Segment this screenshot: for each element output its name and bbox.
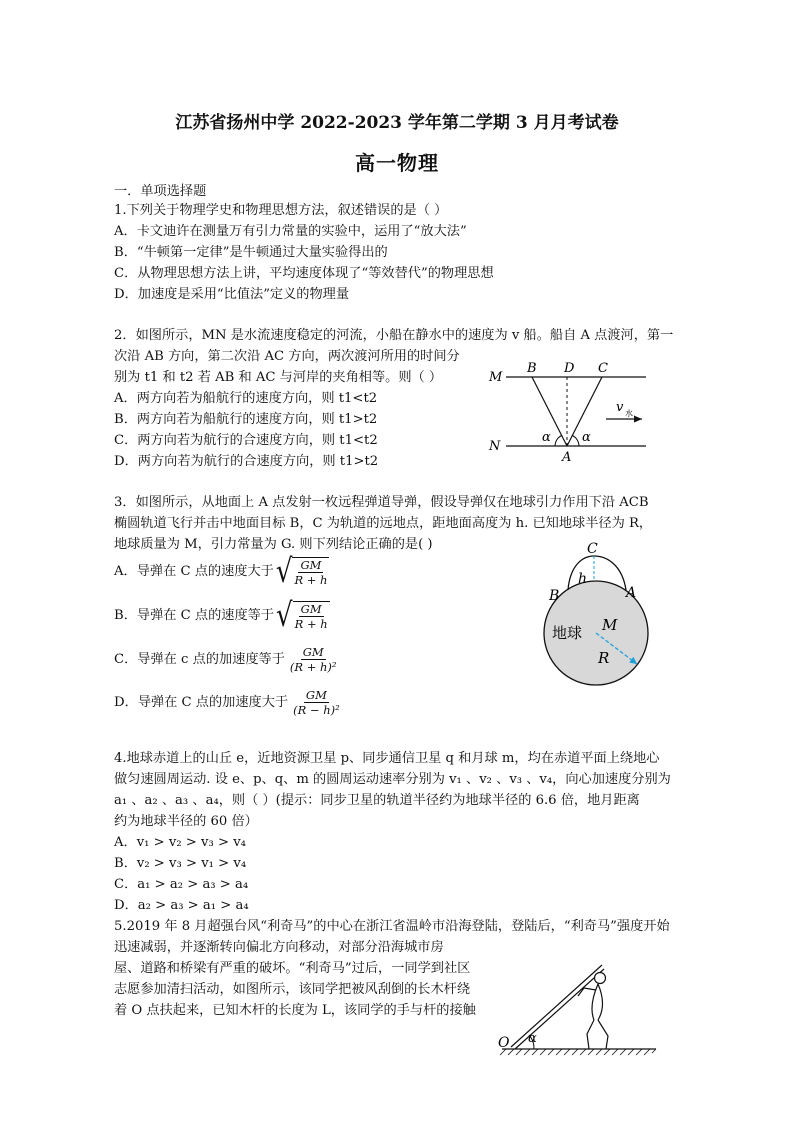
earth-orbit-figure [540, 538, 660, 698]
q4-option-b: B．v₂ > v₃ > v₁ > v₄ [114, 856, 247, 871]
q3-option-b [114, 597, 330, 635]
person-body-back [598, 984, 603, 1020]
q5-stem-line5: 着 O 点扶起来，已知木杆的长度为 L，该同学的手与杆的接触 [114, 1003, 476, 1018]
person-leg-front [587, 1020, 594, 1049]
exam-title: 江苏省扬州中学 2022-2023 学年第二学期 3 月月考试卷 [175, 113, 619, 133]
q4-stem-line4: 约为地球半径的 60 倍） [114, 814, 258, 829]
q3-option-d [114, 688, 342, 717]
q5-stem-line3: 屋、道路和桥梁有严重的破坏。“利奇马”过后，一同学到社区 [114, 961, 471, 976]
q2-stem-line2: 次沿 AB 方向，第二次沿 AC 方向，两次渡河所用的时间分 [114, 349, 460, 364]
q2-stem-line3: 别为 t1 和 t2 若 AB 和 AC 与河岸的夹角相等。则（ ） [114, 370, 443, 385]
q2-option-c: C．两方向若为航行的合速度方向，则 t1<t2 [114, 433, 378, 448]
q5-stem-line4: 志愿参加清扫活动，如图所示，该同学把被风刮倒的长木杆绕 [114, 982, 471, 997]
q4-option-a: A．v₁ > v₂ > v₃ > v₄ [114, 835, 246, 850]
q1-stem: 1.下列关于物理学史和物理思想方法，叙述错误的是（ ） [114, 203, 448, 218]
label-b: B [549, 588, 560, 604]
fraction-denominator: R + h [294, 617, 328, 631]
fraction-numerator: GM [300, 558, 322, 572]
sqrt-expression: √ $\frac{GM}{R + h}$ [276, 597, 328, 635]
label-v-sub: 水 [625, 409, 633, 418]
q2-stem-line1: 2．如图所示，MN 是水流速度稳定的河流，小船在静水中的速度为 v 船。船自 A 点渡河，第一 [114, 328, 674, 343]
ground-hatching [500, 1049, 656, 1055]
q3-stem-line1: 3．如图所示，从地面上 A 点发射一枚远程弹道导弹，假设导弹仅在地球引力作用下沿 ACB [114, 495, 649, 510]
label-a: A [562, 450, 572, 465]
label-alpha-right: α [582, 430, 591, 445]
q1-option-c: C．从物理思想方法上讲，平均速度体现了“等效替代”的物理思想 [114, 266, 494, 281]
angle-right-arc [573, 436, 580, 447]
label-alpha: α [528, 1031, 537, 1046]
q3-option-c-text: C．导弹在 c 点的加速度等于 [114, 651, 285, 667]
q4-option-c: C．a₁ > a₂ > a₃ > a₄ [114, 877, 249, 892]
pole-upper-edge [511, 965, 602, 1047]
label-h: h [578, 571, 588, 587]
person-head [595, 973, 606, 984]
sqrt-expression: √ $\frac{GM}{R + h}$ [275, 553, 328, 591]
q3-option-c [114, 645, 339, 674]
q4-option-d: D．a₂ > a₃ > a₁ > a₄ [114, 898, 249, 913]
q4-stem-line3: a₁ 、a₂ 、a₃ 、a₄，则（ ）(提示：同步卫星的轨道半径约为地球半径的 6.6 倍，地月距离 [114, 793, 640, 808]
label-m: M [602, 616, 618, 634]
label-v: v [616, 400, 624, 415]
q3-stem-line3: 地球质量为 M，引力常量为 G. 则下列结论正确的是( ) [114, 537, 433, 552]
q5-stem-line2: 迅速减弱，并逐渐转向偏北方向移动，对部分沿海城市房 [114, 940, 444, 955]
label-a: A [626, 585, 637, 601]
q4-stem-line1: 4.地球赤道上的山丘 e，近地资源卫星 p、同步通信卫星 q 和月球 m，均在赤道平面上绕地心 [114, 751, 660, 766]
q3-option-a [114, 553, 329, 591]
pole-lifting-figure [494, 958, 662, 1058]
water-velocity-arrowhead [634, 416, 642, 423]
river-crossing-figure [484, 356, 654, 466]
fraction-numerator: GM [300, 602, 322, 616]
fraction-denominator: (R − h)² [293, 703, 340, 717]
label-earth: 地球 [552, 624, 583, 642]
fraction-expression [288, 645, 339, 674]
fraction-denominator: R + h [294, 573, 328, 587]
label-m: M [489, 370, 503, 385]
label-n: N [489, 439, 501, 454]
angle-left-arc [555, 436, 562, 447]
q2-option-d: D．两方向若为航行的合速度方向，则 t1>t2 [114, 454, 379, 469]
q4-stem-line2: 做匀速圆周运动. 设 e、p、q、m 的圆周运动速率分别为 v₁ 、v₂ 、v₃ 、v₄，向心加速度分别为 [114, 772, 671, 787]
fraction-denominator: (R + h)² [289, 660, 337, 674]
q2-option-a: A．两方向若为船航行的速度方向，则 t1<t2 [114, 391, 378, 406]
label-r: R [598, 649, 610, 667]
q3-stem-line2: 椭圆轨道飞行并击中地面目标 B，C 为轨道的远地点，距地面高度为 h. 已知地球半径为 R， [114, 516, 653, 531]
label-o: O [498, 1035, 510, 1051]
q3-option-a-text: A．导弹在 C 点的速度大于 [114, 564, 274, 579]
q3-option-b-text: B．导弹在 C 点的速度等于 [114, 608, 275, 623]
fraction-expression [291, 688, 342, 717]
label-b: B [527, 361, 537, 376]
fraction-numerator: GM [302, 645, 324, 659]
fraction-numerator: GM [305, 688, 327, 702]
q1-option-b: B．“牛顿第一定律”是牛顿通过大量实验得出的 [114, 245, 388, 260]
q1-option-a: A．卡文迪许在测量万有引力常量的实验中，运用了“放大法” [114, 224, 467, 239]
q5-stem-line1: 5.2019 年 8 月超强台风“利奇马”的中心在浙江省温岭市沿海登陆，登陆后，“利奇马”强度开始 [114, 919, 670, 934]
label-d: D [564, 361, 575, 376]
q1-option-d: D．加速度是采用“比值法”定义的物理量 [114, 287, 350, 302]
q3-option-d-text: D．导弹在 C 点的加速度大于 [114, 694, 289, 710]
q2-option-b: B．两方向若为船航行的速度方向，则 t1>t2 [114, 412, 378, 427]
section-label: 一．单项选择题 [114, 184, 207, 199]
label-alpha-left: α [542, 430, 551, 445]
label-c: C [587, 541, 598, 557]
exam-subtitle: 高一物理 [355, 151, 439, 175]
person-leg-back [598, 1020, 608, 1049]
label-c: C [598, 361, 608, 376]
